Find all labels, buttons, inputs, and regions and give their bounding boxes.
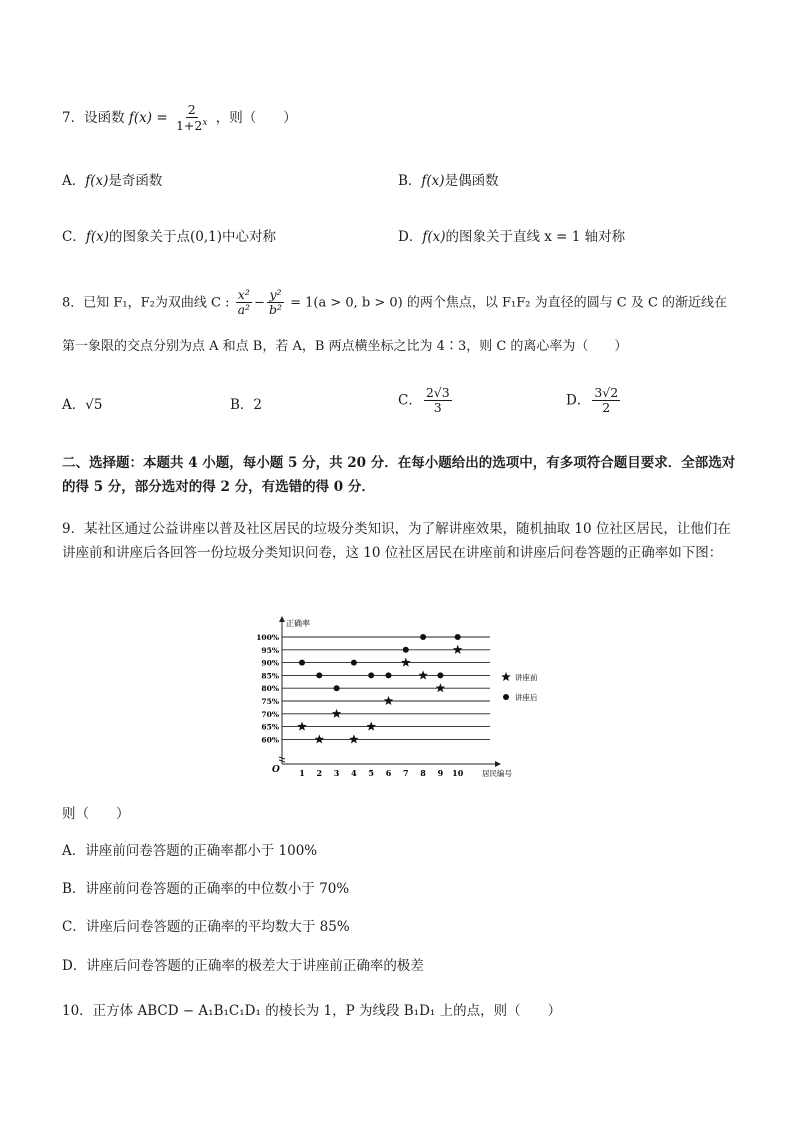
- after-point: [386, 672, 392, 678]
- origin-label: O: [272, 765, 280, 775]
- before-point: [315, 734, 325, 743]
- after-point: [455, 634, 461, 640]
- before-point: [401, 658, 411, 667]
- q7-option-b[interactable]: [398, 172, 499, 191]
- q8-option-a[interactable]: [62, 396, 102, 415]
- q7-stem-suffix: ，则（ ）: [215, 109, 297, 126]
- before-point: [332, 709, 342, 718]
- legend-label-before: 讲座前: [515, 673, 538, 682]
- before-point: [297, 722, 307, 731]
- after-point: [334, 685, 340, 691]
- section-2-heading: 二、选择题：本题共 4 小题，每小题 5 分，共 20 分．在每小题给出的选项中，有多项符合题目要求．全部选对的得 5 分，部分选对的得 2 分，有选错的得 0 分．: [62, 455, 736, 495]
- option-label: C．: [398, 392, 422, 409]
- option-text: 讲座前问卷答题的正确率的中位数小于 70%: [85, 881, 350, 897]
- after-point: [368, 672, 374, 678]
- after-point: [299, 660, 305, 666]
- q8-fraction-y-numerator: y²: [269, 287, 282, 302]
- y-tick-label: 100%: [256, 633, 279, 642]
- q8-stem-prefix: 8．已知 F₁，F₂为双曲线 C :: [62, 295, 234, 311]
- option-label: B．: [230, 397, 254, 413]
- q7-den-exponent: x: [202, 118, 208, 129]
- q7-fraction-numerator: 2: [187, 102, 196, 117]
- option-text: 是偶函数: [444, 173, 499, 189]
- y-axis-title: 正确率: [286, 619, 310, 628]
- q8-fraction-y: [267, 288, 284, 318]
- q8-option-d[interactable]: [566, 386, 622, 416]
- legend-marker-after: [503, 694, 509, 700]
- q8-option-c-fraction: [424, 386, 452, 416]
- q7-option-d[interactable]: [398, 228, 625, 247]
- option-text: 讲座后问卷答题的正确率的极差大于讲座前正确率的极差: [86, 958, 424, 974]
- x-tick-label: 6: [385, 768, 392, 778]
- y-tick-label: 60%: [261, 735, 279, 745]
- y-tick-label: 65%: [261, 722, 279, 732]
- q7-fraction: [174, 103, 209, 134]
- option-label: A．: [62, 843, 86, 859]
- x-tick-label: 5: [368, 768, 374, 778]
- q8-option-c[interactable]: [398, 386, 454, 416]
- before-point: [366, 722, 376, 731]
- q8-option-b[interactable]: [230, 396, 262, 415]
- before-point: [418, 670, 428, 679]
- before-point: [436, 683, 446, 692]
- q7-option-a[interactable]: [62, 172, 162, 191]
- x-tick-label: 10: [452, 768, 464, 778]
- x-axis-title: 居民编号: [482, 769, 512, 778]
- q9-option-c[interactable]: [62, 918, 350, 937]
- q9-option-b[interactable]: [62, 880, 349, 899]
- fraction-denominator: 2: [602, 400, 611, 416]
- y-tick-label: 75%: [261, 697, 279, 706]
- q7-den-base: 1+2: [175, 118, 203, 134]
- y-tick-label: 85%: [261, 671, 279, 681]
- q8-stem-line2: 第一象限的交点分别为点 A 和点 B，若 A，B 两点横坐标之比为 4∶3，则 C 的离心率为（ ）: [62, 339, 628, 354]
- y-axis-arrow: [279, 616, 285, 622]
- before-point: [384, 696, 394, 705]
- q8-stem-suffix: = 1(a > 0, b > 0) 的两个焦点，以 F₁F₂ 为直径的圆与 C 及 C 的渐近线在: [290, 295, 728, 311]
- option-label: D．: [398, 229, 423, 245]
- legend-label-after: 讲座后: [515, 693, 538, 702]
- q9-then: 则（ ）: [62, 806, 130, 822]
- y-tick-label: 95%: [261, 645, 279, 655]
- option-label: A．: [62, 397, 86, 413]
- option-label: D．: [62, 958, 87, 974]
- option-function: f(x): [421, 173, 445, 189]
- x-tick-label: 7: [403, 768, 409, 778]
- option-text: 讲座后问卷答题的正确率的平均数大于 85%: [85, 919, 350, 935]
- q9-accuracy-chart: [250, 612, 550, 782]
- q9-option-d[interactable]: [62, 957, 424, 976]
- option-text: 2: [253, 397, 263, 413]
- x-tick-label: 8: [420, 768, 426, 778]
- q7-stem: [62, 103, 297, 134]
- q8-fraction-y-denominator: b²: [268, 302, 282, 318]
- q9-stem: 9．某社区通过公益讲座以普及社区居民的垃圾分类知识，为了解讲座效果，随机抽取 10 位社区居民，让他们在讲座前和讲座后各回答一份垃圾分类知识问卷，这 10 位社区居民在讲座前和讲座后问卷答题的正确率如下图：: [62, 521, 731, 561]
- x-tick-label: 9: [437, 768, 444, 778]
- x-tick-label: 1: [299, 768, 305, 778]
- option-text: √5: [85, 397, 103, 413]
- option-text: 讲座前问卷答题的正确率都小于 100%: [85, 843, 318, 859]
- after-point: [351, 660, 357, 666]
- after-point: [437, 672, 443, 678]
- q8-fraction-x-numerator: x²: [237, 287, 250, 302]
- y-tick-label: 80%: [261, 684, 279, 694]
- option-label: C．: [62, 919, 86, 935]
- option-function: f(x): [85, 173, 109, 189]
- x-tick-label: 2: [316, 768, 323, 778]
- after-point: [403, 647, 409, 653]
- after-point: [420, 634, 426, 640]
- y-tick-label: 90%: [261, 658, 279, 668]
- x-tick-label: 3: [333, 768, 340, 778]
- before-point: [453, 645, 463, 654]
- fraction-numerator: 3√2: [594, 385, 619, 400]
- x-tick-label: 4: [351, 768, 357, 778]
- option-function: f(x): [85, 229, 109, 245]
- option-text: 的图象关于点(0,1)中心对称: [109, 229, 277, 245]
- option-label: C．: [62, 229, 86, 245]
- fraction-denominator: 3: [433, 400, 442, 416]
- option-label: B．: [62, 881, 86, 897]
- q7-function-label: f(x) =: [128, 109, 168, 126]
- after-point: [316, 672, 322, 678]
- before-point: [349, 734, 359, 743]
- option-label: D．: [566, 392, 591, 409]
- q7-fraction-denominator: [174, 118, 209, 134]
- legend-marker-before: [501, 672, 511, 681]
- q8-minus-sign: −: [254, 295, 265, 311]
- q8-fraction-x-denominator: a²: [237, 302, 251, 318]
- option-label: B．: [398, 173, 422, 189]
- q8-fraction-x: [236, 288, 252, 318]
- option-text: 的图象关于直线 x = 1 轴对称: [445, 229, 626, 245]
- q10-stem: 10．正方体 ABCD − A₁B₁C₁D₁ 的棱长为 1，P 为线段 B₁D₁ 上的点，则（ ）: [62, 1003, 562, 1019]
- fraction-numerator: 2√3: [425, 385, 450, 400]
- q7-option-c[interactable]: [62, 228, 276, 247]
- y-tick-label: 70%: [261, 709, 279, 719]
- option-text: 是奇函数: [108, 173, 163, 189]
- q8-stem-line1: [62, 288, 727, 318]
- option-label: A．: [62, 173, 86, 189]
- option-function: f(x): [422, 229, 446, 245]
- x-axis-arrow: [495, 761, 501, 767]
- q7-stem-prefix: 7．设函数: [62, 109, 125, 126]
- q9-option-a[interactable]: [62, 842, 317, 861]
- q8-option-d-fraction: [592, 386, 620, 416]
